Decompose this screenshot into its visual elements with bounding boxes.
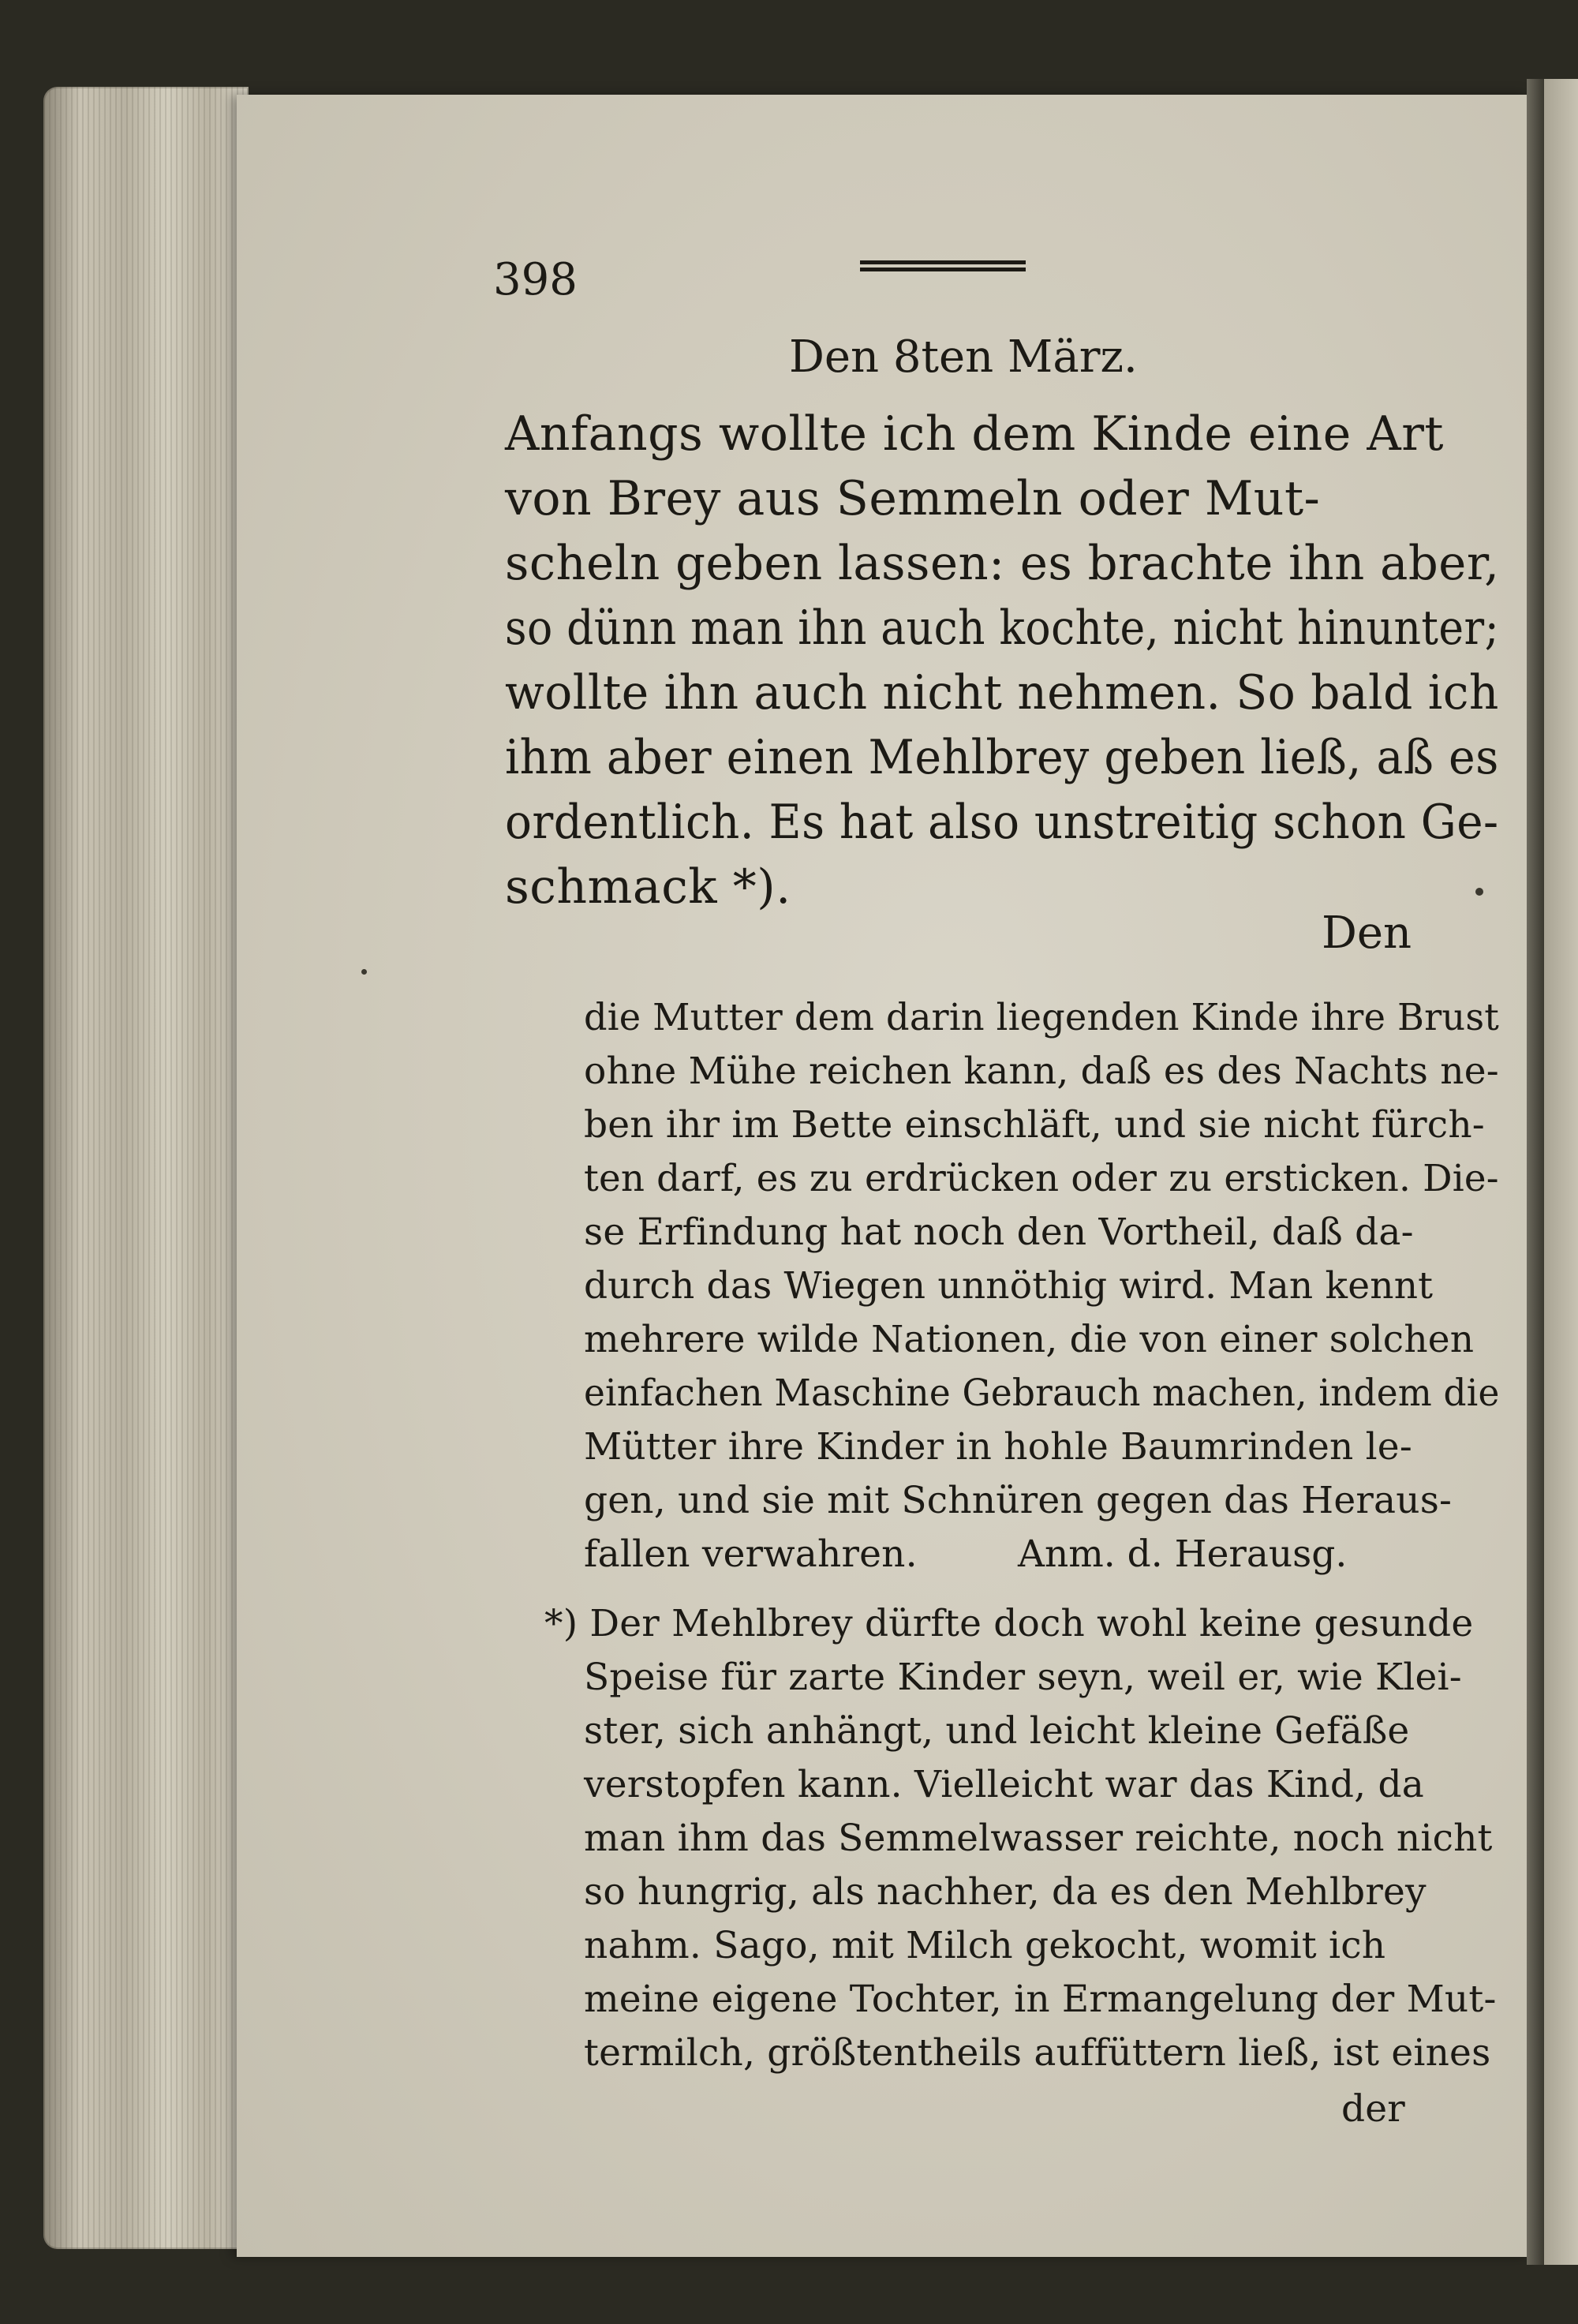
footnote-line: meine eigene Tochter, in Ermangelung der Mut-	[584, 1978, 1497, 2021]
footnote-line: ten darf, es zu erdrücken oder zu ersticken. Die-	[584, 1157, 1499, 1200]
body-line: ihm aber einen Mehlbrey geben ließ, aß es	[505, 730, 1499, 785]
footnote-line: termilch, größtentheils auffüttern ließ, ist eines	[584, 2031, 1491, 2075]
footnote-line: ohne Mühe reichen kann, daß es des Nachts ne-	[584, 1050, 1499, 1093]
body-line: wollte ihn auch nicht nehmen. So bald ich	[505, 665, 1499, 720]
book-gutter	[1527, 79, 1544, 2265]
body-line: ordentlich. Es hat also unstreitig schon Ge-	[505, 795, 1499, 850]
next-page-strip	[1544, 79, 1578, 2265]
footnote-line: nahm. Sago, mit Milch gekocht, womit ich	[584, 1924, 1386, 1967]
footnote-catchword: der	[1341, 2087, 1405, 2131]
footnote-line: einfachen Maschine Gebrauch machen, indem die	[584, 1372, 1500, 1415]
ink-speck	[1475, 888, 1483, 896]
page-number: 398	[493, 254, 578, 305]
catchword: Den	[1322, 908, 1412, 959]
ink-speck	[361, 969, 367, 975]
footnote-line: durch das Wiegen unnöthig wird. Man kennt	[584, 1264, 1434, 1308]
footnote-line: die Mutter dem darin liegenden Kinde ihre Brust	[584, 996, 1500, 1039]
footnote-line: ster, sich anhängt, und leicht kleine Gefäße	[584, 1709, 1410, 1753]
footnote-line: fallen verwahren.	[584, 1532, 918, 1576]
footnote-signature: Anm. d. Herausg.	[1018, 1532, 1348, 1576]
footnote-line: gen, und sie mit Schnüren gegen das Heraus-	[584, 1479, 1453, 1522]
footnote-line: se Erfindung hat noch den Vortheil, daß da-	[584, 1211, 1414, 1254]
header-rule	[860, 260, 1026, 278]
footnote-line: Speise für zarte Kinder seyn, weil er, wie Klei-	[584, 1656, 1462, 1699]
body-line: Anfangs wollte ich dem Kinde eine Art	[505, 406, 1444, 462]
footnote-line: mehrere wilde Nationen, die von einer solchen	[584, 1318, 1475, 1361]
entry-heading: Den 8ten März.	[789, 331, 1138, 383]
footnote-line: verstopfen kann. Vielleicht war das Kind, da	[584, 1763, 1424, 1806]
footnote-line: ben ihr im Bette einschläft, und sie nicht fürch-	[584, 1103, 1485, 1147]
body-line: so dünn man ihn auch kochte, nicht hinunter;	[505, 601, 1500, 656]
body-line: schmack *).	[505, 859, 791, 915]
body-line: scheln geben lassen: es brachte ihn aber,	[505, 536, 1500, 591]
footnote-line: so hungrig, als nachher, da es den Mehlbrey	[584, 1870, 1427, 1914]
page-stack-edge	[43, 87, 249, 2249]
body-line: von Brey aus Semmeln oder Mut-	[505, 471, 1321, 526]
footnote-line: man ihm das Semmelwasser reichte, noch nicht	[584, 1817, 1493, 1860]
footnote-line: *) Der Mehlbrey dürfte doch wohl keine gesunde	[544, 1602, 1474, 1645]
footnote-line: Mütter ihre Kinder in hohle Baumrinden le-	[584, 1425, 1412, 1469]
